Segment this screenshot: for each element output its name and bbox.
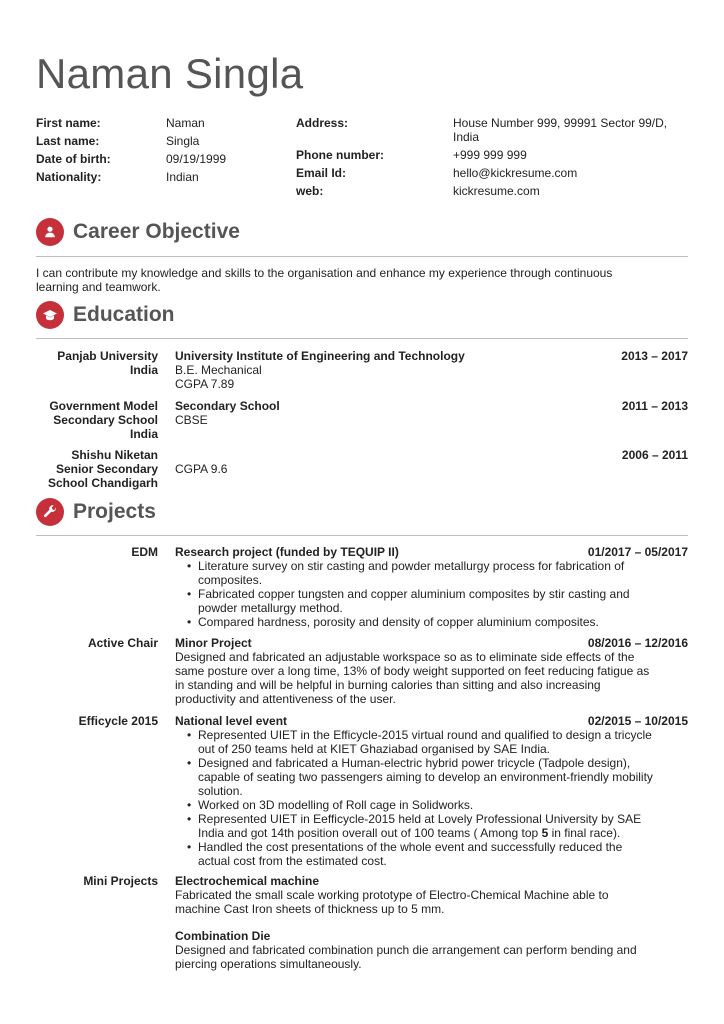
project-bullets (175, 559, 688, 629)
education-title: Education (73, 303, 175, 326)
person-icon (36, 218, 64, 246)
project-label: Active Chair (87, 636, 158, 650)
first-name-value: Naman (166, 116, 205, 130)
address-line2: India (453, 130, 480, 144)
project-label: EDM (131, 545, 158, 559)
bullet-item: • Handled the cost presentations of the whole event and successfully reduced the actual cost from the estimated cost. (175, 840, 688, 868)
project-details (175, 874, 688, 971)
edu-dates: 2011 – 2013 (621, 399, 688, 413)
edu-dates: 2013 – 2017 (621, 349, 688, 363)
institution-line: Government Model (49, 399, 158, 413)
phone-value: +999 999 999 (453, 148, 527, 162)
project-title: National level event (175, 714, 288, 728)
resume-name: Naman Singla (36, 50, 304, 97)
institution-line: Panjab University (57, 349, 158, 363)
edu-institution (49, 399, 158, 441)
institution-line: Secondary School (53, 413, 158, 427)
project-title: Combination Die (175, 929, 271, 943)
project-dates: 01/2017 – 05/2017 (587, 545, 688, 559)
project-title: Research project (funded by TEQUIP II) (175, 545, 399, 559)
institution-line: School Chandigarh (47, 476, 158, 490)
bullet-item: • Fabricated copper tungsten and copper aluminium composites by stir casting and powder metallurgy method. (175, 587, 688, 615)
project-line: machine Cast Iron sheets of thickness up to 5 mm. (175, 902, 445, 916)
last-name-label: Last name: (36, 134, 100, 148)
project-label: Efficycle 2015 (78, 714, 158, 728)
last-name-value: Singla (166, 134, 200, 148)
career-text (36, 266, 688, 294)
project-line: Designed and fabricated an adjustable workspace so as to eliminate side effects of the (175, 650, 635, 664)
institution-line: India (129, 363, 158, 377)
institution-line: Shishu Niketan (71, 448, 158, 462)
institution-line: Senior Secondary (55, 462, 158, 476)
project-line: same posture over a long time, 13% of body weight supported on feet reducing fatigue as (175, 664, 650, 678)
edu-institution (57, 349, 158, 377)
edu-line: B.E. Mechanical (175, 363, 262, 377)
edu-title: University Institute of Engineering and Technology (175, 349, 465, 363)
project-label: Mini Projects (83, 874, 158, 888)
project-dates: 02/2015 – 10/2015 (587, 714, 688, 728)
address-line1: House Number 999, 99991 Sector 99/D, (453, 116, 668, 130)
project-title: Electrochemical machine (175, 874, 320, 888)
project-line: Fabricated the small scale working prototype of Electro-Chemical Machine able to (175, 888, 609, 902)
project-details (175, 714, 688, 868)
edu-line: CGPA 9.6 (175, 462, 228, 476)
career-line: learning and teamwork. (36, 280, 161, 294)
project-line: Designed and fabricated combination punch die arrangement can perform bending and (175, 943, 637, 957)
project-dates: 08/2016 – 12/2016 (587, 636, 688, 650)
edu-institution (48, 448, 158, 490)
email-value[interactable]: hello@kickresume.com (453, 166, 578, 180)
project-line: in standing and will be helpful in burning calories than sitting and also increasing (175, 678, 601, 692)
edu-line: CGPA 7.89 (175, 377, 235, 391)
email-label: Email Id: (296, 166, 347, 180)
wrench-icon (36, 498, 64, 526)
institution-line: India (129, 427, 158, 441)
graduation-cap-icon (36, 301, 64, 329)
projects-title: Projects (73, 500, 156, 523)
address-label: Address: (296, 116, 349, 130)
project-line: piercing operations simultaneously. (175, 957, 362, 971)
project-title: Minor Project (175, 636, 252, 650)
career-line: I can contribute my knowledge and skills to the organisation and enhance my experience through continuous (36, 266, 613, 280)
edu-details (175, 399, 688, 427)
bullet-item: • Represented UIET in the Efficycle-2015 virtual round and qualified to design a tricycle out of 250 teams held at KIET Ghaziabad organised by SAE India. (175, 728, 688, 756)
bullet-item: • Designed and fabricated a Human-electric hybrid power tricycle (Tadpole design), capable of seating two passengers aiming to develop an environment-friendly mobility solution. (175, 756, 688, 798)
career-title: Career Objective (73, 220, 240, 243)
edu-title: Secondary School (175, 399, 280, 413)
web-label: web: (296, 184, 324, 198)
edu-dates: 2006 – 2011 (621, 448, 688, 462)
bullet-item: • Literature survey on stir casting and powder metallurgy process for fabrication of composites. (175, 559, 688, 587)
dob-value: 09/19/1999 (166, 152, 227, 166)
edu-line: CBSE (175, 413, 208, 427)
nationality-label: Nationality: (36, 170, 102, 184)
project-line: productivity and attentiveness of the user. (175, 692, 396, 706)
bullet-item: • Worked on 3D modelling of Roll cage in Solidworks. (175, 798, 688, 812)
education-divider (36, 338, 688, 339)
edu-details (175, 349, 688, 391)
phone-label: Phone number: (296, 148, 385, 162)
edu-details (175, 462, 688, 476)
nationality-value: Indian (166, 170, 199, 184)
dob-label: Date of birth: (36, 152, 111, 166)
first-name-label: First name: (36, 116, 101, 130)
career-divider (36, 256, 688, 257)
web-value[interactable]: kickresume.com (453, 184, 540, 198)
bullet-item: • Compared hardness, porosity and density of copper aluminium composites. (175, 615, 688, 629)
bullet-item: • Represented UIET in Eefficycle-2015 held at Lovely Professional University by SAE India and got 14th position overall out of 100 teams ( Among top 5 in final race). (175, 812, 688, 840)
project-bullets (175, 728, 688, 868)
projects-divider (36, 535, 688, 536)
